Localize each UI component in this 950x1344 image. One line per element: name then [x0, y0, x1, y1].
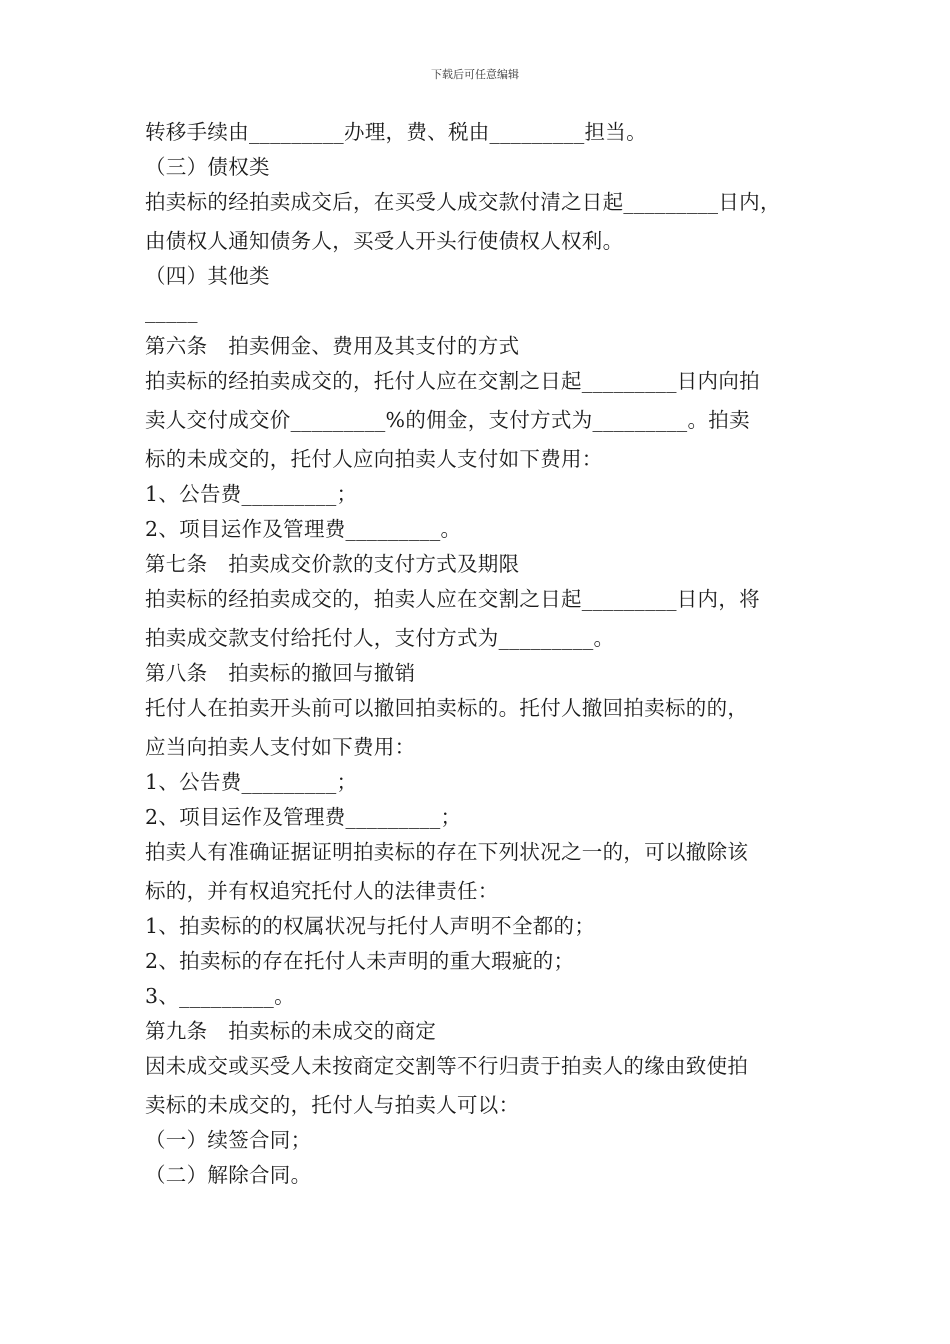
paragraph-line: 转移手续由_________办理，费、税由_________担当。: [145, 120, 647, 144]
paragraph-line: 因未成交或买受人未按商定交割等不行归责于拍卖人的缘由致使拍: [145, 1054, 749, 1078]
list-item: 1、拍卖标的的权属状况与托付人声明不全都的；: [145, 914, 596, 938]
paragraph-line: 应当向拍卖人支付如下费用：: [145, 735, 416, 759]
list-item: （二）解除合同。: [145, 1163, 312, 1187]
article-heading: 第九条 拍卖标的未成交的商定: [145, 1019, 437, 1043]
list-item: 1、公告费_________；: [145, 482, 358, 506]
list-item: 3、_________。: [145, 984, 295, 1008]
paragraph-line: 托付人在拍卖开头前可以撤回拍卖标的。托付人撤回拍卖标的的，: [145, 696, 749, 720]
article-heading: 第八条 拍卖标的撤回与撤销: [145, 661, 416, 685]
paragraph-line: 卖标的未成交的，托付人与拍卖人可以：: [145, 1093, 520, 1117]
paragraph-line: 拍卖标的经拍卖成交后，在买受人成交款付清之日起_________日内，: [145, 190, 781, 214]
paragraph-line: 卖人交付成交价_________%的佣金，支付方式为_________。拍卖: [145, 408, 750, 432]
document-body: [145, 118, 825, 1189]
list-item: 2、项目运作及管理费_________；: [145, 805, 462, 829]
article-heading: 第七条 拍卖成交价款的支付方式及期限: [145, 552, 520, 576]
section-heading: （三）债权类: [145, 155, 270, 179]
article-heading: 第六条 拍卖佣金、费用及其支付的方式: [145, 334, 520, 358]
list-item: 2、拍卖标的存在托付人未声明的重大瑕疵的；: [145, 949, 575, 973]
paragraph-line: 拍卖成交款支付给托付人，支付方式为_________。: [145, 626, 615, 650]
list-item: 1、公告费_________；: [145, 770, 358, 794]
page-header: 下载后可任意编辑: [431, 68, 519, 81]
paragraph-line: 拍卖标的经拍卖成交的，拍卖人应在交割之日起_________日内，将: [145, 587, 760, 611]
paragraph-line: 拍卖标的经拍卖成交的，托付人应在交割之日起_________日内向拍: [145, 369, 760, 393]
section-heading: （四）其他类: [145, 264, 270, 288]
paragraph-line: 拍卖人有准确证据证明拍卖标的存在下列状况之一的，可以撤除该: [145, 840, 749, 864]
paragraph-line: 由债权人通知债务人，买受人开头行使债权人权利。: [145, 229, 624, 253]
list-item: （一）续签合同；: [145, 1128, 312, 1152]
paragraph-line: _____: [145, 299, 198, 323]
paragraph-line: 标的未成交的，托付人应向拍卖人支付如下费用：: [145, 447, 603, 471]
list-item: 2、项目运作及管理费_________。: [145, 517, 462, 541]
paragraph-line: 标的，并有权追究托付人的法律责任：: [145, 879, 499, 903]
